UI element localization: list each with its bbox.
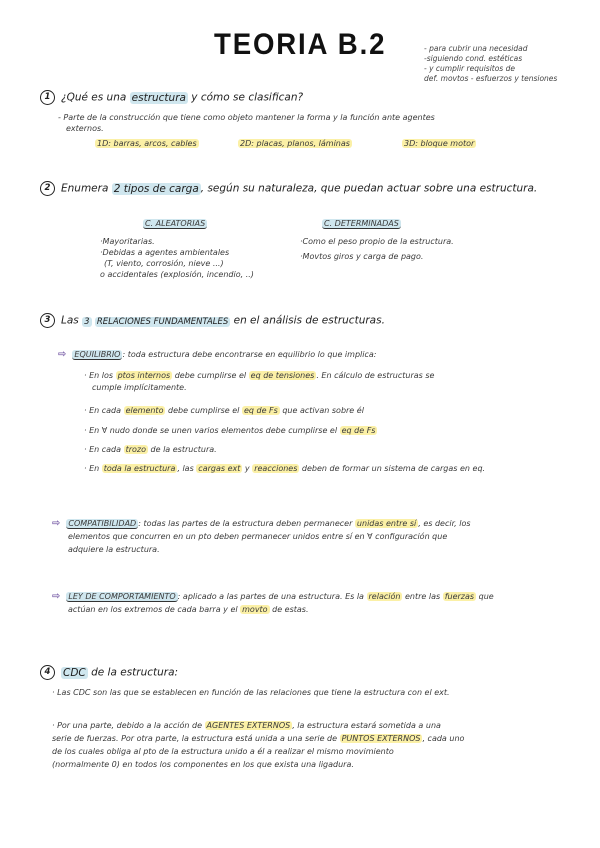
class-2d: 2D: placas, planos, láminas: [240, 139, 350, 148]
highlight: CDC: [63, 666, 86, 679]
class-1d: 1D: barras, arcos, cables: [97, 139, 197, 148]
highlight: RELACIONES FUNDAMENTALES: [96, 316, 229, 327]
question-1: 1 ¿Qué es una estructura y cómo se clasifican?: [40, 90, 303, 105]
question-2: 2 Enumera 2 tipos de carga , según su naturaleza, que puedan actuar sobre una estructura.: [40, 181, 537, 196]
side-note: -siguiendo cond. estéticas: [424, 54, 523, 63]
list-item: ·Debidas a agentes ambientales: [100, 248, 230, 257]
question-number: 4: [40, 665, 55, 680]
ley-text: actúan en los extremos de cada barra y el movto de estas.: [68, 605, 309, 614]
question-number: 3: [40, 313, 55, 328]
question-number: 1: [40, 90, 55, 105]
class-3d: 3D: bloque motor: [404, 139, 475, 148]
side-notes: [424, 44, 594, 84]
highlight: 3: [84, 316, 90, 327]
equilibrio-bullet: cumple implícitamente.: [92, 383, 187, 392]
page-title: TEORIA B.2: [214, 28, 387, 61]
equilibrio-bullet: · En los ptos internos debe cumplirse el eq de tensiones . En cálculo de estructuras se: [84, 371, 435, 380]
col2-list: [300, 236, 454, 262]
list-item: o accidentales (explosión, incendio, ..): [100, 270, 254, 279]
compatibilidad-text: elementos que concurren en un pto deben permanecer unidos entre sí en ∀ configuración que: [68, 532, 448, 541]
side-note: - y cumplir requisitos de: [424, 64, 515, 73]
list-item: ·Movtos giros y carga de pago.: [300, 252, 424, 261]
list-item: ·Como el peso propio de la estructura.: [300, 237, 454, 246]
arrow-right-icon: ⇨: [52, 591, 61, 602]
arrow-right-icon: ⇨: [58, 349, 67, 360]
q4-paragraph: · Por una parte, debido a la acción de AGENTES EXTERNOS , la estructura estará sometida a una: [52, 721, 441, 730]
equilibrio-bullet: · En cada trozo de la estructura.: [84, 445, 217, 454]
question-3: 3 Las 3 RELACIONES FUNDAMENTALES en el análisis de estructuras.: [40, 313, 385, 328]
question-number: 2: [40, 181, 55, 196]
q4-paragraph: · Las CDC son las que se establecen en función de las relaciones que tiene la estructura con el ext.: [52, 688, 450, 697]
q4-paragraph: serie de fuerzas. Por otra parte, la estructura está unida a una serie de PUNTOS EXTERNOS , cada uno: [52, 734, 465, 743]
q4-paragraph: (normalmente 0) en todos los componentes en los que exista una ligadura.: [52, 760, 354, 769]
equilibrio-heading: ⇨ EQUILIBRIO : toda estructura debe encontrarse en equilibrio lo que implica:: [58, 349, 377, 360]
question-4: 4 CDC de la estructura:: [40, 665, 178, 680]
col1-list: [100, 236, 254, 280]
side-note: def. movtos - esfuerzos y tensiones: [424, 74, 558, 83]
highlight: estructura: [131, 91, 186, 104]
answer-1: - Parte de la construcción que tiene como objeto mantener la forma y la función ante agentes externos.: [58, 113, 435, 133]
col2-title: C. DETERMINADAS: [324, 219, 399, 228]
compatibilidad-heading: ⇨ COMPATIBILIDAD : todas las partes de la estructura deben permanecer unidas entre sí , es decir, los: [52, 518, 471, 529]
list-item: ·Mayoritarias.: [100, 237, 155, 246]
equilibrio-bullet: · En toda la estructura , las cargas ext y reacciones deben de formar un sistema de cargas en eq.: [84, 464, 486, 473]
arrow-right-icon: ⇨: [52, 518, 61, 529]
ley-heading: ⇨ LEY DE COMPORTAMIENTO : aplicado a las partes de una estructura. Es la relación entre las fuerzas que: [52, 591, 494, 602]
compatibilidad-text: adquiere la estructura.: [68, 545, 160, 554]
side-note: - para cubrir una necesidad: [424, 44, 528, 53]
col1-title: C. ALEATORIAS: [145, 219, 206, 228]
list-item: (T, viento, corrosión, nieve ...): [104, 259, 224, 268]
equilibrio-bullet: · En cada elemento debe cumplirse el eq de Fs que activan sobre él: [84, 406, 364, 415]
q4-paragraph: de los cuales obliga al pto de la estructura unido a él a realizar el mismo movimiento: [52, 747, 394, 756]
equilibrio-bullet: · En ∀ nudo donde se unen varios elementos debe cumplirse el eq de Fs: [84, 426, 376, 435]
highlight: 2 tipos de carga: [113, 182, 199, 195]
